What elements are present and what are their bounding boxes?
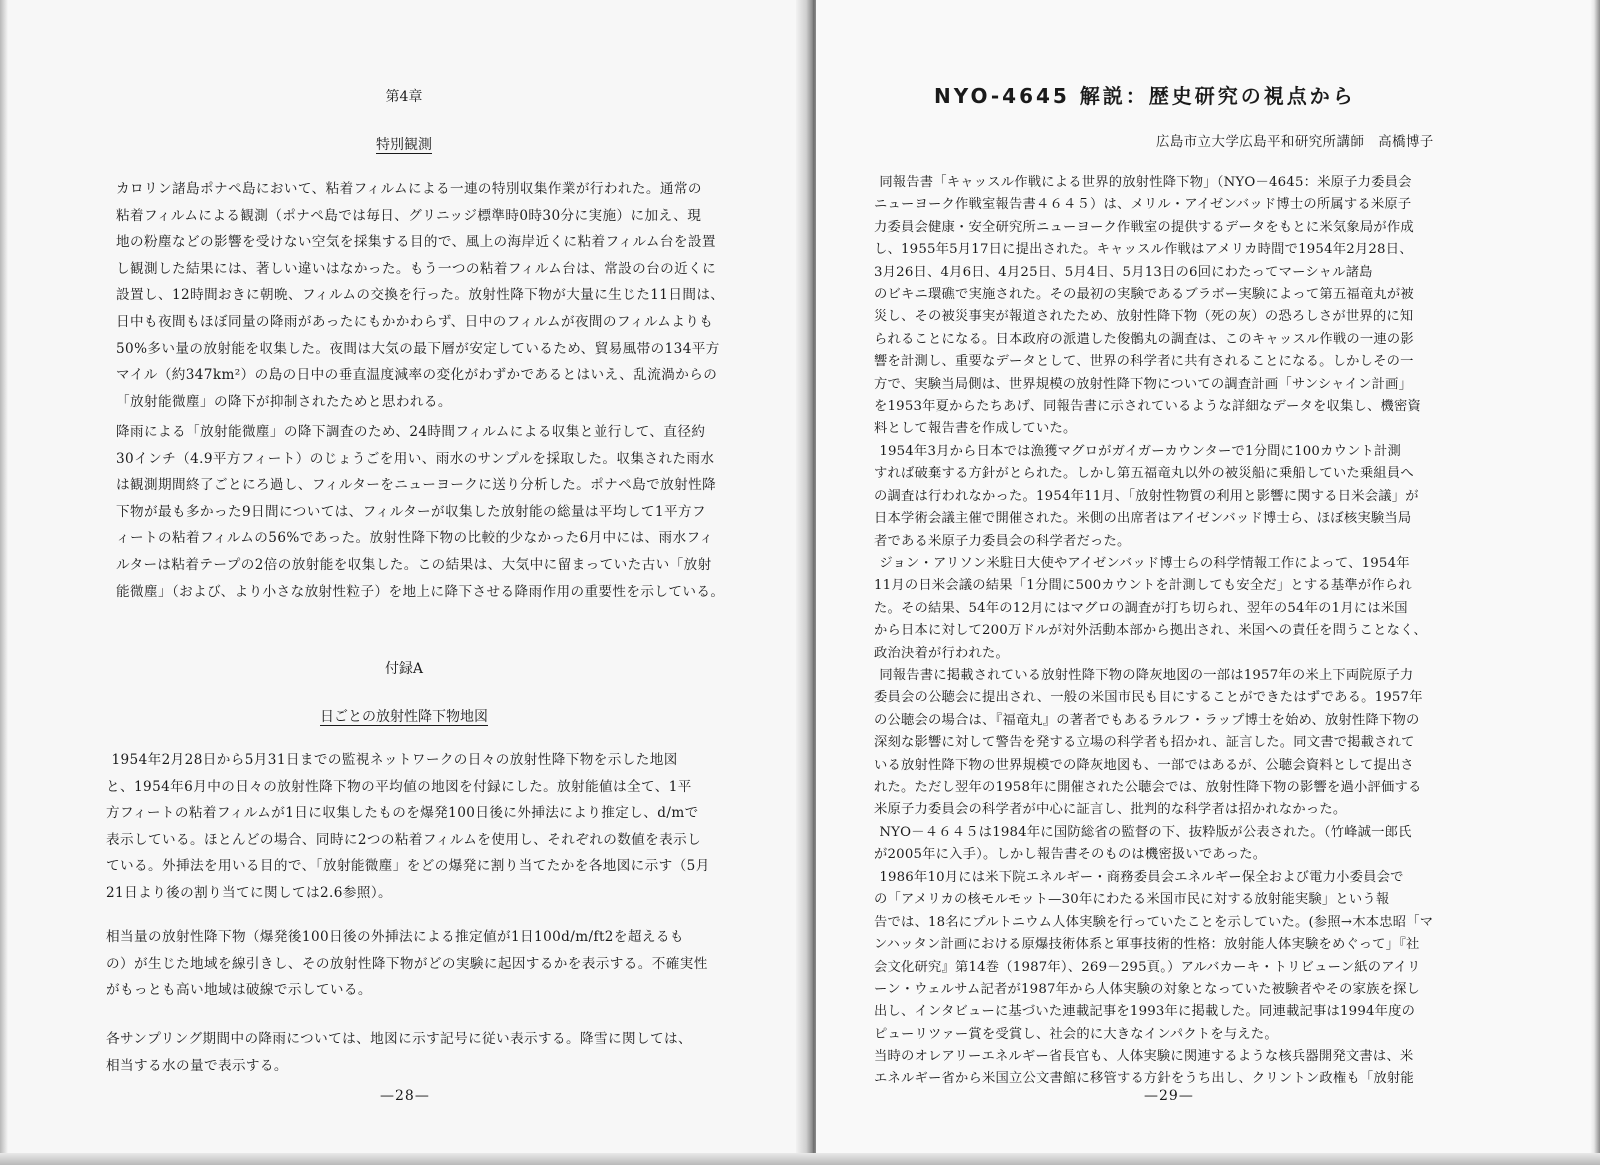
text-line: 50%多い量の放射能を収集した。夜間は大気の最下層が安定しているため、貿易風帯の134平方 [116, 340, 720, 357]
text-line: ニューヨーク作戦室報告書４６４５）は、メリル・アイゼンバッド博士の所属する米原子 [874, 197, 1412, 213]
text-line: ている。外挿法を用いる目的で、「放射能微塵」をどの爆発に割り当てたかを各地図に示す（5月 [106, 858, 710, 875]
text-line: た。その結果、54年の12月にはマグロの調査が打ち切られ、翌年の54年の1月には米国 [874, 600, 1408, 616]
text-line: 設置し、12時間おきに朝晩、フィルムの交換を行った。放射性降下物が大量に生じた11日間は、 [116, 287, 724, 304]
article-paragraph-1 [874, 172, 1544, 441]
body-paragraph-2 [116, 419, 724, 605]
text-line: れた。ただし翌年の1958年に開催された公聴会では、放射性降下物の影響を過小評価する [874, 780, 1422, 796]
page-number: —28— [380, 1088, 430, 1104]
text-line: られることになる。日本政府の派遣した俊鶻丸の調査は、このキャッスル作戦の一連の影 [874, 331, 1414, 347]
text-line: 方で、実験当局側は、世界規模の放射性降下物についての調査計画「サンシャイン計画」 [874, 376, 1413, 392]
appendix-paragraph-3 [106, 1026, 724, 1079]
text-line: の）が生じた地域を線引きし、その放射性降下物がどの実験に起因するかを表示する。不確実性 [106, 955, 708, 972]
text-line: ピューリツァー賞を受賞し、社会的に大きなインパクトを与えた。 [874, 1026, 1278, 1042]
text-line: のビキニ環礁で実施された。その最初の実験であるブラボー実験によって第五福竜丸が被 [874, 287, 1414, 303]
text-line: 米原子力委員会の科学者が中心に証言し、批判的な科学者は招かれなかった。 [874, 802, 1347, 818]
text-line: 各サンプリング期間中の降雨については、地図に示す記号に従い表示する。降雪に関しては、 [106, 1031, 692, 1047]
article-paragraph-5 [874, 822, 1544, 867]
article-paragraph-6 [874, 867, 1544, 1046]
text-line: し、1955年5月17日に提出された。キャッスル作戦はアメリカ時間で1954年2月28日、 [874, 242, 1413, 258]
text-line: ンハッタン計画における原爆技術体系と軍事技術的性格：放射能人体実験をめぐって」『社 [874, 937, 1420, 953]
page-edge-shadow [1590, 0, 1600, 1165]
text-line: 日本学術会議主催で開催された。米側の出席者はアイゼンバッド博士ら、ほぼ核実験当局 [874, 511, 1412, 527]
text-line: 下物が最も多かった9日間については、フィルターが収集した放射能の総量は平均して1平方フ [116, 503, 706, 520]
text-line: 11月の日米会議の結果「1分間に500カウントを計測しても安全だ」とする基準が作られ [874, 578, 1412, 594]
text-line: 表示している。ほとんどの場合、同時に2つの粘着フィルムを使用し、それぞれの数値を表示し [106, 831, 702, 848]
text-line: し観測した結果には、著しい違いはなかった。もう一つの粘着フィルム台は、常設の台の近くに [116, 260, 717, 277]
text-line: 当時のオレアリーエネルギー省長官も、人体実験に関連するような核兵器開発文書は、米 [874, 1049, 1414, 1064]
text-line: 粘着フィルムによる観測（ポナペ島では毎日、グリニッジ標準時0時30分に実施）に加え、現 [116, 207, 702, 224]
text-line: の調査は行われなかった。1954年11月、「放射性物質の利用と影響に関する日米会議」が [874, 488, 1419, 504]
text-line: 30インチ（4.9平方フィート）のじょうごを用い、雨水のサンプルを採取した。収集された雨水 [116, 450, 715, 467]
text-line: 日中も夜間もほぼ同量の降雨があったにもかかわらず、日中のフィルムが夜間のフィルムよりも [116, 313, 714, 330]
text-line: 会文化研究』第14巻（1987年）、269－295頁。）アルバカーキ・トリビューン紙のアイリ [874, 959, 1421, 975]
text-line: すれば破棄する方針がとられた。しかし第五福竜丸以外の被災船に乗船していた乗組員へ [874, 466, 1414, 482]
page-edge-shadow [0, 0, 8, 1165]
text-line: NYO－４６４５は1984年に国防総省の監督の下、抜粋版が公表された。（竹峰誠一郎氏 [879, 825, 1412, 840]
text-line: 同報告書に掲載されている放射性降下物の降灰地図の一部は1957年の米上下両院原子力 [879, 668, 1414, 683]
text-line: 告では、18名にプルトニウム人体実験を行っていたことを示していた。(参照→木本忠昭「マ [874, 914, 1434, 930]
appendix-paragraph-1 [106, 747, 724, 907]
body-paragraph-1 [116, 176, 724, 415]
text-line: いる放射性降下物の世界規模での降灰地図も、一部ではあるが、公聴会資料として提出さ [874, 757, 1414, 773]
text-line: ルターは粘着テープの2倍の放射能を収集した。この結果は、大気中に留まっていた古い「放射 [116, 556, 712, 573]
text-line: マイル（約347km²）の島の日中の垂直温度減率の変化がわずかであるとはいえ、乱流渦からの [116, 367, 718, 384]
text-line: 降雨による「放射能微塵」の降下調査のため、24時間フィルムによる収集と並行して、直径約 [116, 424, 706, 440]
text-line: ジョン・アリソン米駐日大使やアイゼンバッド博士らの科学情報工作によって、1954年 [879, 556, 1410, 571]
text-line: 者である米原子力委員会の科学者だった。 [874, 533, 1131, 549]
article-paragraph-4 [874, 665, 1544, 822]
text-line: の公聴会の場合は、『福竜丸』の著者でもあるラルフ・ラップ博士を始め、放射性降下物の [874, 712, 1420, 728]
text-line: 「放射能微塵」の降下が抑制されたためと思われる。 [116, 393, 452, 410]
text-line: 方フィートの粘着フィルムが1日に収集したものを爆発100日後に外挿法により推定し、d/mで [106, 805, 699, 822]
scan-bottom-edge [0, 1153, 1600, 1165]
text-line: 料として報告書を作成していた。 [874, 421, 1077, 437]
text-line: 能微塵」（および、より小さな放射性粒子）を地上に降下させる降雨作用の重要性を示している。 [116, 583, 724, 600]
text-line: の「アメリカの核モルモット—30年にわたる米国市民に対する放射能実験」という報 [874, 892, 1390, 908]
text-line: は観測期間終了ごとにろ過し、フィルターをニューヨークに送り分析した。ポナペ島で放射性降 [116, 477, 717, 494]
text-line: 委員会の公聴会に提出され、一般の米国市民も目にすることができたはずである。1957年 [874, 690, 1423, 706]
text-line: が2005年に入手）。しかし報告書そのものは機密扱いであった。 [874, 847, 1267, 863]
text-line: 響を計測し、重要なデータとして、世界の科学者に共有されることになる。しかしその一 [874, 354, 1414, 370]
article-title: NYO-4645 解説：歴史研究の視点から [934, 84, 1356, 108]
text-line: 地の粉塵などの影響を受けない空気を採集する目的で、風上の海岸近くに粘着フィルム台を設置 [116, 234, 716, 251]
section-title: 特別観測 [376, 137, 432, 153]
text-line: 相当する水の量で表示する。 [106, 1057, 288, 1074]
text-line: 出し、インタビューに基づいた連載記事を1993年に掲載した。同連載記事は1994年度の [874, 1004, 1416, 1020]
appendix-heading: 付録A [384, 661, 424, 677]
text-line: 災し、その被災事実が報道されたため、放射性降下物（死の灰）の恐ろしさが世界的に知 [874, 309, 1414, 325]
page-number: —29— [1144, 1088, 1194, 1104]
appendix-paragraph-2 [106, 924, 724, 1004]
article-paragraph-2 [874, 441, 1544, 553]
text-line: 相当量の放射性降下物（爆発後100日後の外挿法による推定値が1日100d/m/ft2を超えるも [106, 929, 684, 945]
article-author: 広島市立大学広島平和研究所講師 高橋博子 [1156, 135, 1434, 150]
article-paragraph-7 [874, 1046, 1544, 1091]
text-line: 1954年2月28日から5月31日までの監視ネットワークの日々の放射性降下物を示した地図 [111, 752, 678, 768]
text-line: から日本に対して200万ドルが対外活動本部から拠出され、米国への責任を問うことなく、 [874, 623, 1427, 639]
text-line: 21日より後の割り当てに関しては2.6参照）。 [106, 884, 393, 901]
appendix-title: 日ごとの放射性降下物地図 [320, 709, 488, 725]
text-line: と、1954年6月中の日々の放射性降下物の平均値の地図を付録にした。放射能値は全て、1平 [106, 778, 692, 795]
text-line: を1953年夏からたちあげ、同報告書に示されているような詳細なデータを収集し、機密資 [874, 399, 1421, 415]
text-line: エネルギー省から米国立公文書館に移管する方針をうち出し、クリントン政権も「放射能 [874, 1071, 1414, 1087]
text-line: がもっとも高い地域は破線で示している。 [106, 982, 372, 999]
text-line: 1986年10月には米下院エネルギー・商務委員会エネルギー保全および電力小委員会で [879, 870, 1404, 885]
text-line: 政治決着が行われた。 [874, 645, 1009, 661]
text-line: 同報告書「キャッスル作戦による世界的放射性降下物」（NYO－4645：米原子力委員会 [879, 175, 1412, 190]
right-page [816, 0, 1600, 1165]
article-paragraph-3 [874, 553, 1544, 665]
text-line: 1954年3月から日本では漁獲マグロがガイガーカウンターで1分間に100カウント計測 [879, 444, 1402, 459]
text-line: ィートの粘着フィルムの56%であった。放射性降下物の比較的少なかった6月中には、雨水フィ [116, 530, 714, 547]
text-line: ーン・ウェルサム記者が1987年から人体実験の対象となっていた被験者やその家族を探し [874, 982, 1421, 998]
text-line: 3月26日、4月6日、4月25日、5月4日、5月13日の6回にわたってマーシャル諸島 [874, 264, 1373, 280]
text-line: カロリン諸島ポナペ島において、粘着フィルムによる一連の特別収集作業が行われた。通常の [116, 181, 702, 197]
text-line: 深刻な影響に対して警告を発する立場の科学者も招かれ、証言した。同文書で掲載されて [874, 735, 1415, 751]
chapter-heading: 第4章 [385, 89, 423, 105]
text-line: 力委員会健康・安全研究所ニューヨーク作戦室の提供するデータをもとに米気象局が作成 [874, 219, 1414, 235]
